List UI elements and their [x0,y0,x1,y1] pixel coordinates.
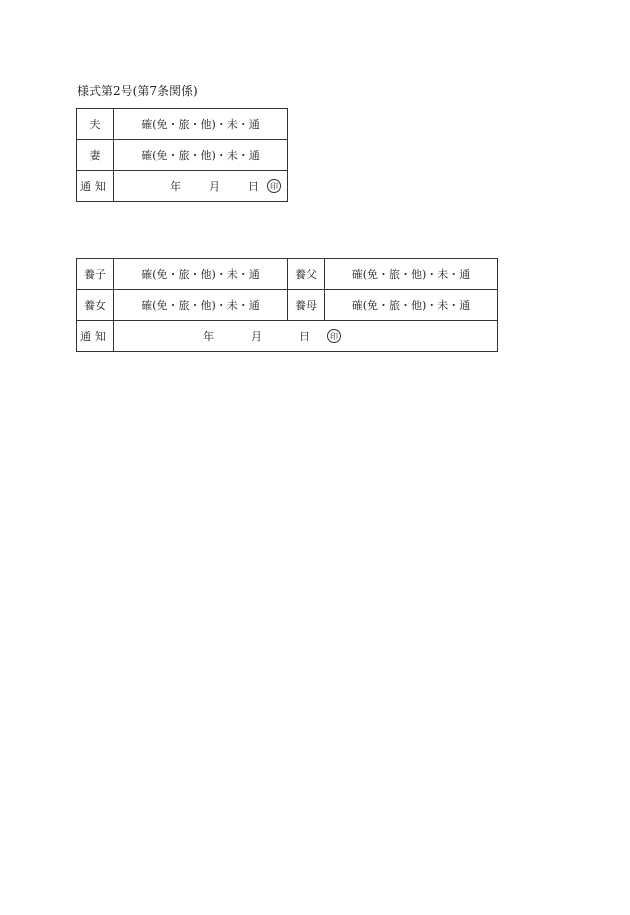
year-label: 年 [203,330,214,343]
adoptive-father-label: 養父 [288,259,325,290]
adopted-son-status: 確(免・旅・他)・未・通 [114,259,288,290]
year-label: 年 [170,180,181,193]
husband-status: 確(免・旅・他)・未・通 [114,109,288,140]
seal-icon: 印 [267,179,281,193]
notice-label: 通知 [77,321,114,352]
husband-label: 夫 [77,109,114,140]
day-label: 日 [299,330,310,343]
table-row [77,290,498,321]
wife-status: 確(免・旅・他)・未・通 [114,140,288,171]
adoptive-mother-status: 確(免・旅・他)・未・通 [325,290,498,321]
adoption-table [76,258,498,352]
notice-date-cell [114,171,288,202]
wife-label: 妻 [77,140,114,171]
notice-date [114,328,341,344]
table-row [77,321,498,352]
notice-label: 通知 [77,171,114,202]
notice-date [120,178,281,194]
form-title: 様式第2号(第7条関係) [77,84,198,98]
table-row [77,140,288,171]
month-label: 月 [209,180,220,193]
month-label: 月 [251,330,262,343]
table-row [77,109,288,140]
adoptive-father-status: 確(免・旅・他)・未・通 [325,259,498,290]
spouse-table [76,108,288,202]
notice-date-cell [114,321,498,352]
table-row [77,259,498,290]
adoptive-mother-label: 養母 [288,290,325,321]
adopted-daughter-status: 確(免・旅・他)・未・通 [114,290,288,321]
seal-icon: 印 [327,329,341,343]
day-label: 日 [248,180,259,193]
adopted-daughter-label: 養女 [77,290,114,321]
table-row [77,171,288,202]
adopted-son-label: 養子 [77,259,114,290]
